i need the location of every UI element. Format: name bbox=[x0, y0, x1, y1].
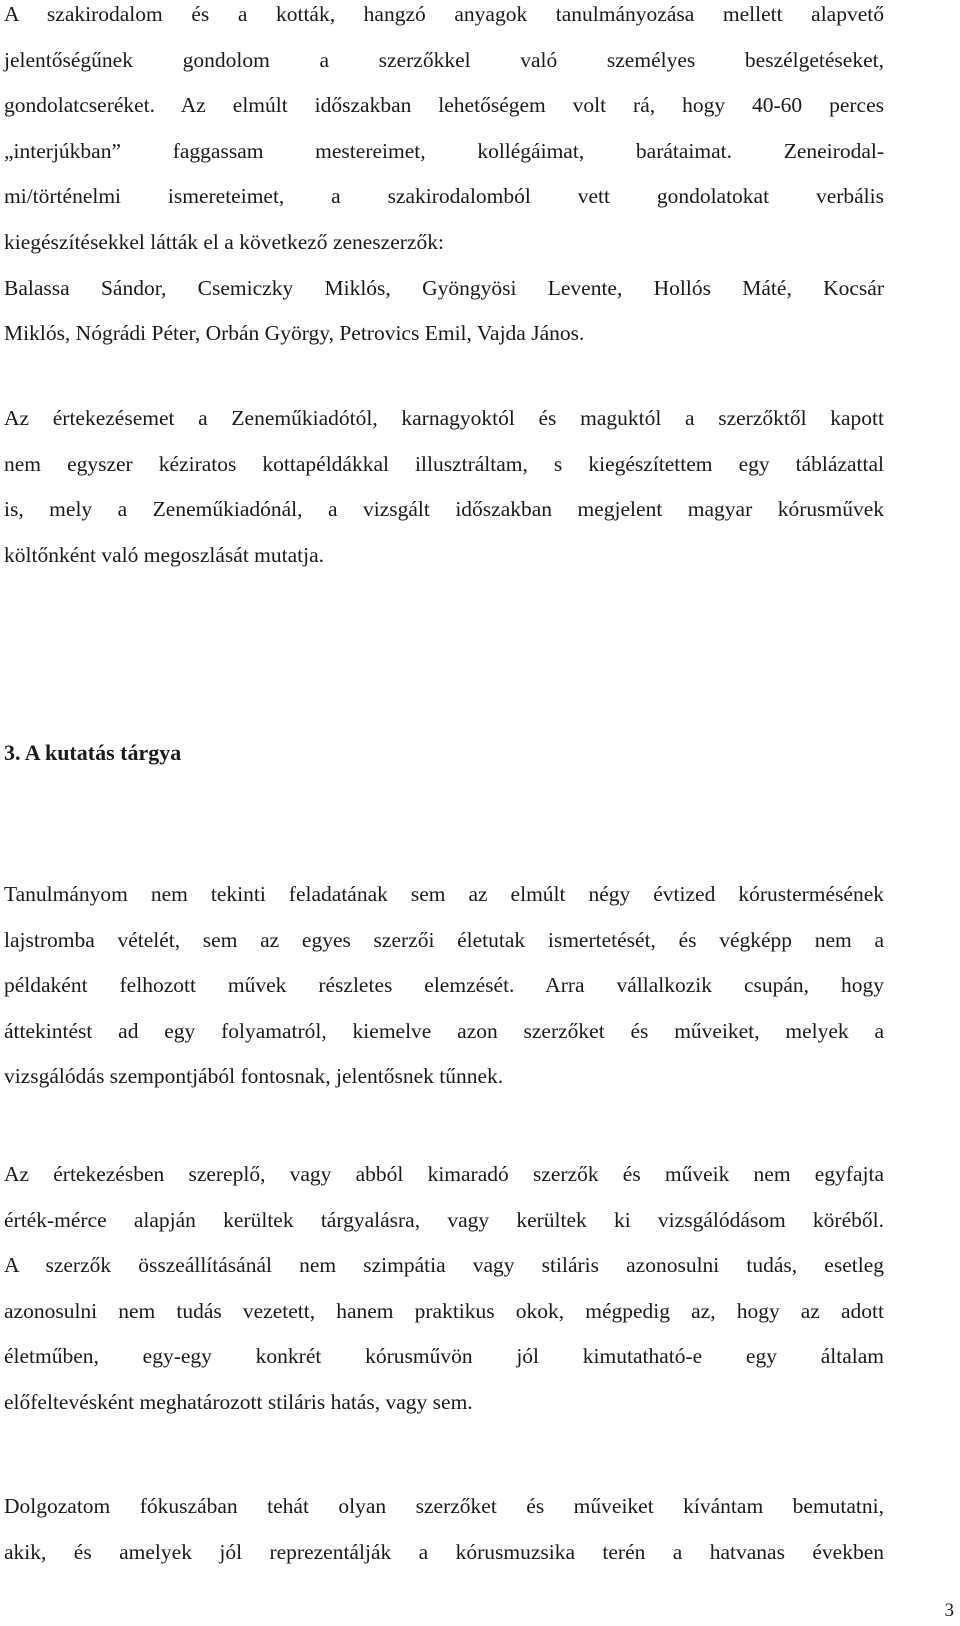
text-line: példaként felhozott művek részletes elemzését. Arra vállalkozik csupán, hogy bbox=[4, 973, 884, 998]
text-line: életműben, egy-egy konkrét kórusművön jól kimutatható-e egy általam bbox=[4, 1344, 884, 1369]
text-line: vizsgálódás szempontjából fontosnak, jelentősnek tűnnek. bbox=[4, 1064, 504, 1089]
paragraph-focus bbox=[4, 1484, 884, 1575]
text-line: áttekintést ad egy folyamatról, kiemelve azon szerzőket és műveiket, melyek a bbox=[4, 1018, 884, 1043]
section-heading: 3. A kutatás tárgya bbox=[4, 740, 182, 765]
text-line: előfeltevésként meghatározott stiláris hatás, vagy sem. bbox=[4, 1389, 473, 1414]
text-line: Tanulmányom nem tekinti feladatának sem az elmúlt négy évtized kórustermésének bbox=[4, 882, 884, 906]
text-line: „interjúkban” faggassam mestereimet, kollégáimat, barátaimat. Zeneirodal- bbox=[4, 138, 884, 163]
text-line: Miklós, Nógrádi Péter, Orbán György, Petrovics Emil, Vajda János. bbox=[4, 321, 585, 346]
text-line: lajstromba vételét, sem az egyes szerzői életutak ismertetését, és végképp nem a bbox=[4, 927, 884, 952]
text-line: nem egyszer kéziratos kottapéldákkal illusztráltam, s kiegészítettem egy táblázattal bbox=[4, 451, 884, 476]
paragraph-selection-criteria bbox=[4, 1152, 884, 1426]
text-line: is, mely a Zeneműkiadónál, a vizsgált időszakban megjelent magyar kórusművek bbox=[4, 497, 884, 522]
text-line: A szakirodalom és a kották, hangzó anyagok tanulmányozása mellett alapvető bbox=[4, 2, 884, 26]
paragraph-scope bbox=[4, 872, 884, 1100]
text-line: Az értekezésemet a Zeneműkiadótól, karnagyoktól és maguktól a szerzőktől kapott bbox=[4, 406, 884, 430]
text-line: Az értekezésben szereplő, vagy abból kimaradó szerzők és műveik nem egyfajta bbox=[4, 1162, 884, 1186]
text-line: költőnként való megoszlását mutatja. bbox=[4, 542, 325, 567]
paragraph-illustrations bbox=[4, 396, 884, 578]
text-line: érték-mérce alapján kerültek tárgyalásra, vagy kerültek ki vizsgálódásom köréből. bbox=[4, 1207, 884, 1232]
text-line: azonosulni nem tudás vezetett, hanem praktikus okok, mégpedig az, hogy az adott bbox=[4, 1298, 884, 1323]
text-line: Balassa Sándor, Csemiczky Miklós, Gyöngyösi Levente, Hollós Máté, Kocsár bbox=[4, 275, 884, 300]
text-line: akik, és amelyek jól reprezentálják a kórusmuzsika terén a hatvanas években bbox=[4, 1539, 884, 1564]
text-line: mi/történelmi ismereteimet, a szakirodalomból vett gondolatokat verbális bbox=[4, 184, 884, 209]
paragraph-interviews bbox=[4, 0, 884, 357]
text-line: A szerzők összeállításánál nem szimpátia vagy stiláris azonosulni tudás, esetleg bbox=[4, 1253, 884, 1278]
text-line: jelentőségűnek gondolom a szerzőkkel való személyes beszélgetéseket, bbox=[4, 47, 884, 72]
page-number: 3 bbox=[944, 1600, 954, 1621]
text-line: Dolgozatom fókuszában tehát olyan szerzőket és műveiket kívántam bemutatni, bbox=[4, 1494, 884, 1518]
text-line: gondolatcseréket. Az elmúlt időszakban lehetőségem volt rá, hogy 40-60 perces bbox=[4, 93, 884, 118]
text-line: kiegészítésekkel látták el a következő zeneszerzők: bbox=[4, 229, 444, 254]
